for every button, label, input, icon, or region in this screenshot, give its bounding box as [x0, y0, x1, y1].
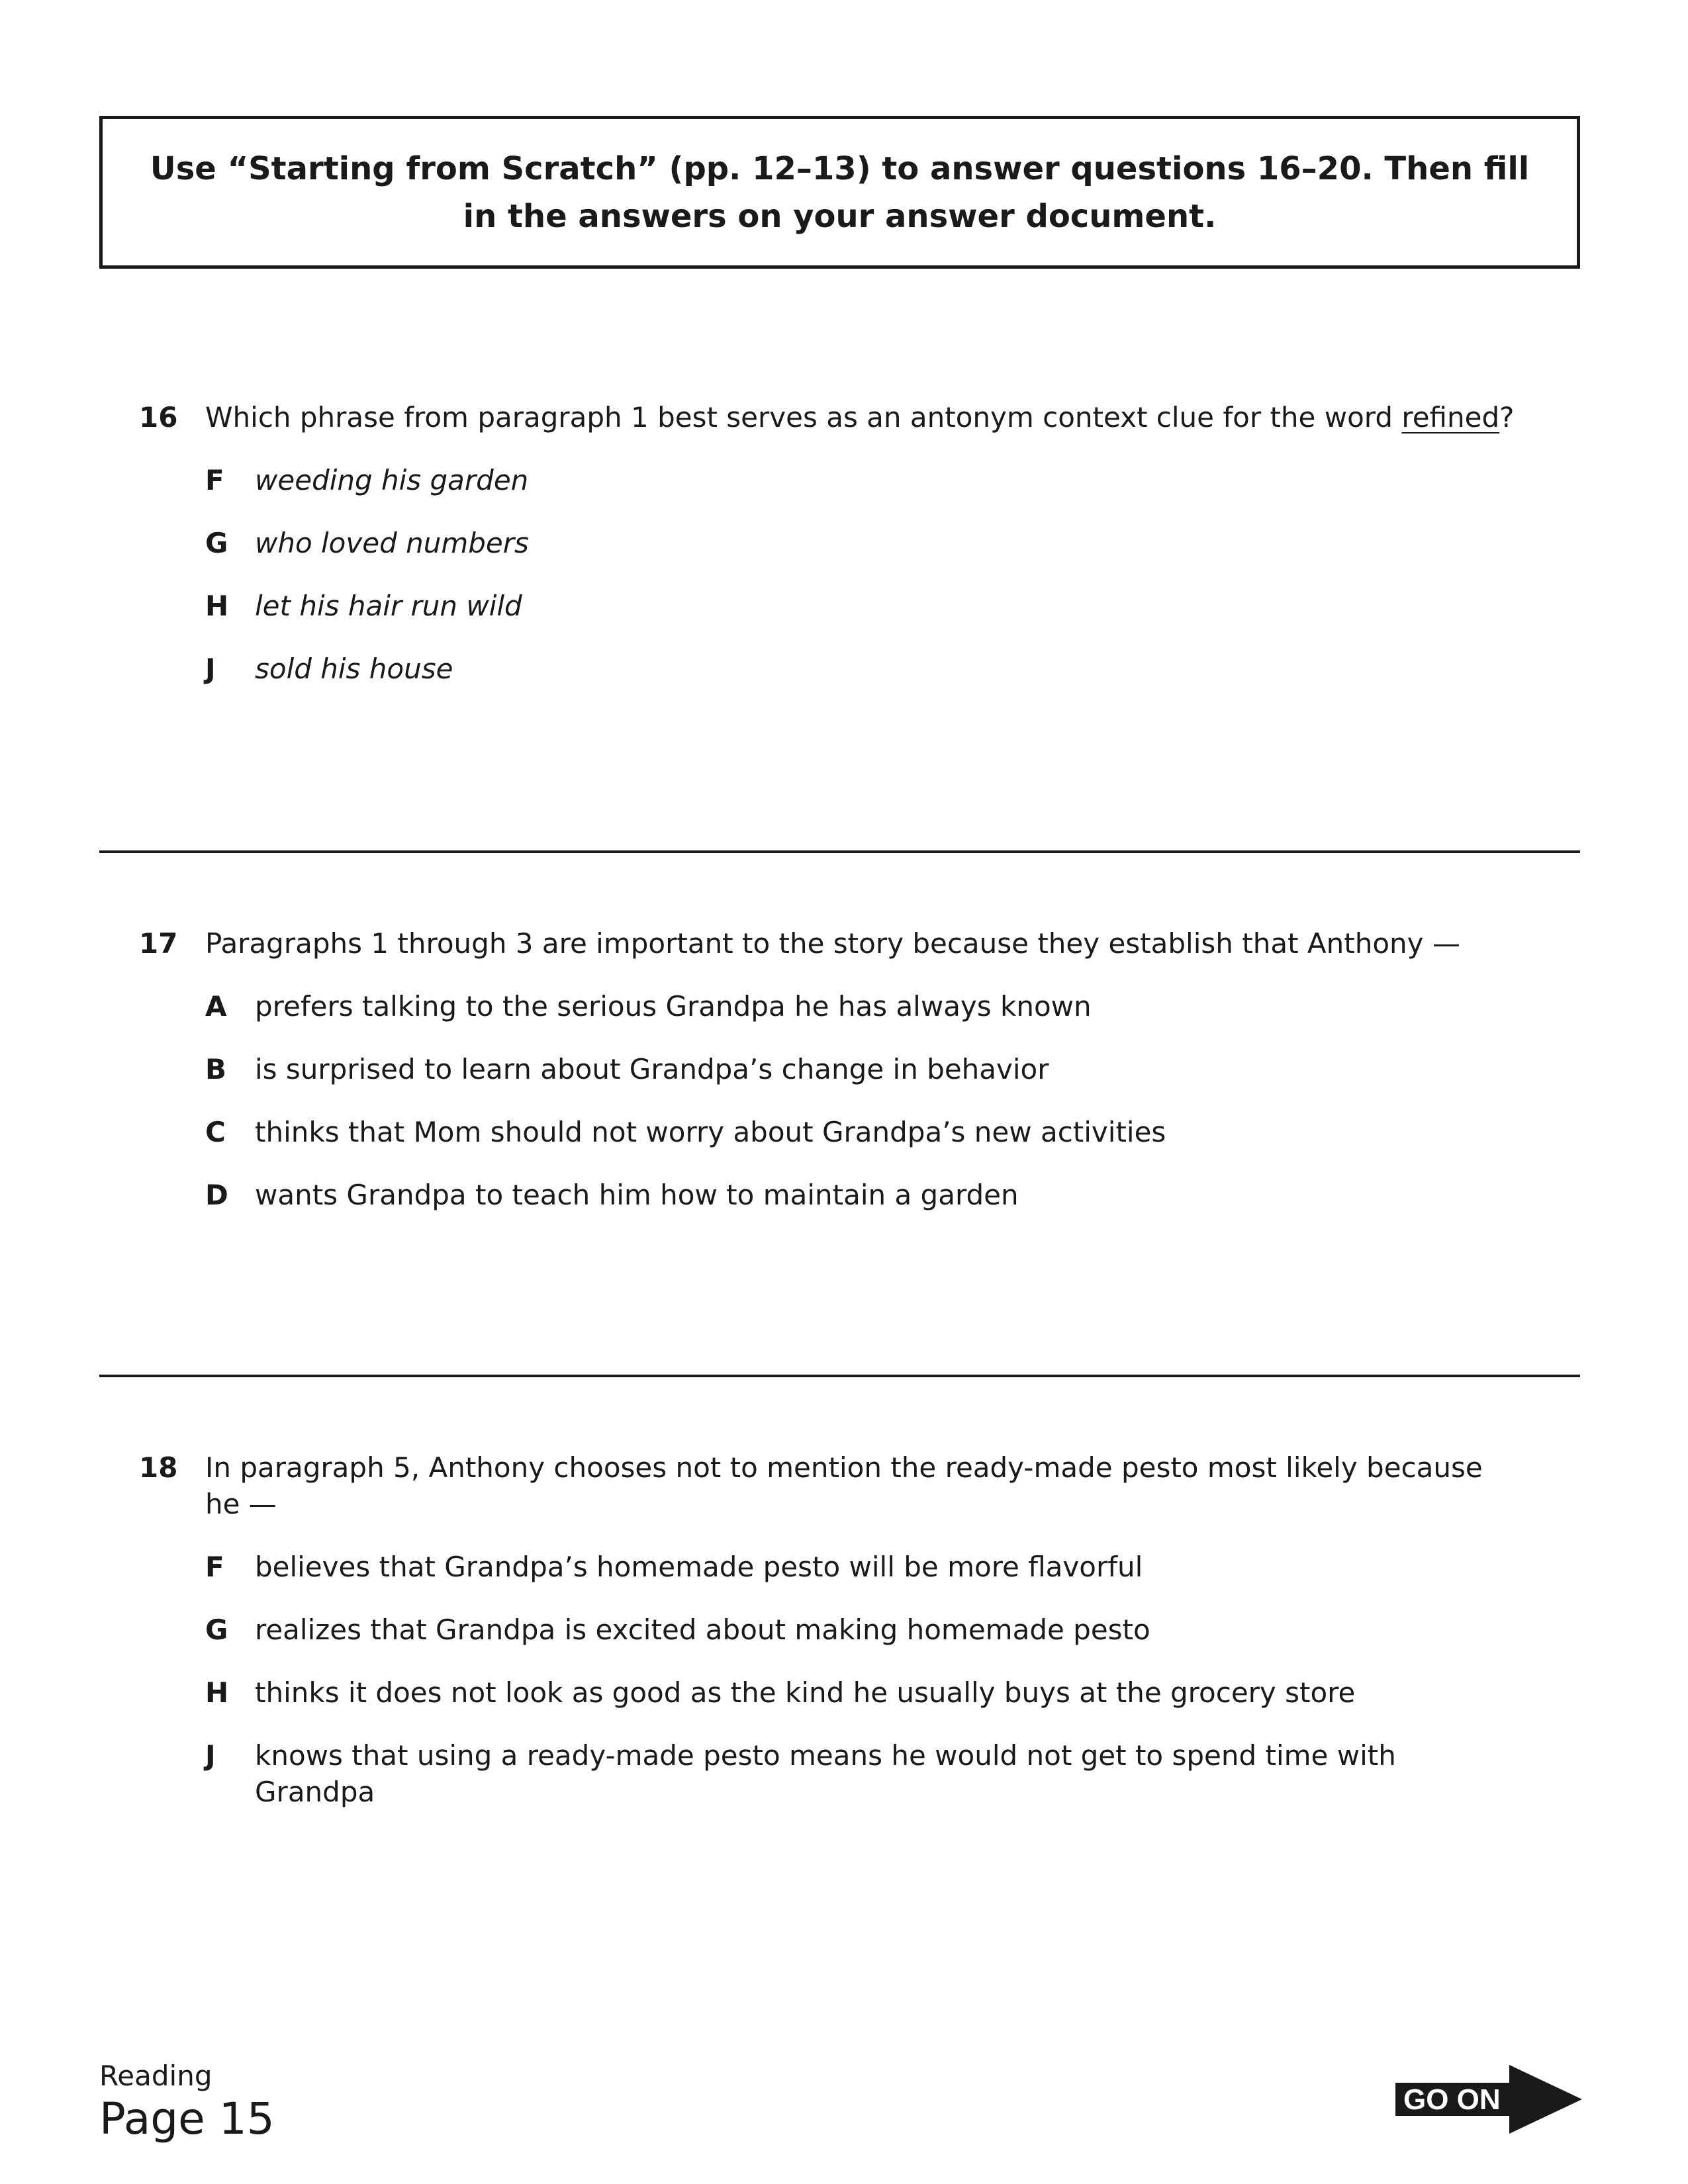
section-divider — [99, 850, 1580, 853]
option-letter: D — [205, 1179, 228, 1211]
option-text: weeding his garden — [255, 464, 529, 496]
go-on-arrowhead — [1509, 2065, 1582, 2134]
option-text: realizes that Grandpa is excited about making homemade pesto — [255, 1614, 1150, 1646]
footer-subject: Reading — [99, 2060, 212, 2092]
option-text: sold his house — [255, 653, 453, 685]
question-16 — [139, 399, 1542, 713]
option-letter: J — [205, 1739, 216, 1772]
question-text: In paragraph 5, Anthony chooses not to mention the ready-made pesto most likely because he — — [205, 1451, 1483, 1520]
option-letter: G — [205, 1614, 228, 1646]
question-text — [205, 399, 1542, 435]
option-letter: B — [205, 1053, 227, 1085]
option-text: believes that Grandpa’s homemade pesto will be more flavorful — [255, 1551, 1143, 1583]
option-text: prefers talking to the serious Grandpa he has always known — [255, 990, 1092, 1023]
option-text: wants Grandpa to teach him how to maintain a garden — [255, 1179, 1019, 1211]
answer-option-j[interactable] — [205, 651, 1542, 687]
option-text: thinks it does not look as good as the kind he usually buys at the grocery store — [255, 1676, 1356, 1709]
option-letter: A — [205, 990, 227, 1023]
section-divider — [99, 1375, 1580, 1377]
answer-option-g[interactable] — [205, 525, 1542, 561]
option-letter: G — [205, 527, 228, 559]
question-text-end: ? — [1499, 401, 1515, 433]
question-17 — [139, 925, 1542, 1240]
underlined-word: refined — [1401, 401, 1500, 433]
answer-options — [205, 988, 1542, 1213]
instructions-text: Use “Starting from Scratch” (pp. 12–13) to answer questions 16–20. Then fill in the answers on your answer document. — [150, 150, 1530, 235]
option-text: thinks that Mom should not worry about Grandpa’s new activities — [255, 1116, 1166, 1148]
instructions-box — [99, 116, 1580, 269]
option-letter: C — [205, 1116, 226, 1148]
option-text: who loved numbers — [255, 527, 529, 559]
question-text: Paragraphs 1 through 3 are important to the story because they establish that Anthony — — [205, 927, 1460, 960]
answer-option-c[interactable] — [205, 1114, 1542, 1150]
answer-option-f[interactable] — [205, 462, 1542, 498]
question-18 — [139, 1449, 1542, 1837]
answer-options — [205, 1549, 1542, 1810]
question-number: 16 — [139, 401, 178, 433]
answer-option-g[interactable] — [205, 1612, 1542, 1648]
option-letter: F — [205, 464, 224, 496]
question-text-part: Which phrase from paragraph 1 best serves as an antonym context clue for the word — [205, 401, 1402, 433]
go-on-label: GO ON — [1403, 2083, 1501, 2116]
page-number: Page 15 — [99, 2093, 275, 2144]
option-letter: J — [205, 653, 216, 685]
option-letter: H — [205, 590, 229, 622]
answer-option-a[interactable] — [205, 988, 1542, 1024]
go-on-arrow-icon — [1395, 2065, 1582, 2134]
answer-options — [205, 462, 1542, 687]
answer-option-f[interactable] — [205, 1549, 1542, 1585]
option-letter: H — [205, 1676, 229, 1709]
answer-option-h[interactable] — [205, 588, 1542, 624]
question-number: 17 — [139, 927, 178, 960]
option-letter: F — [205, 1551, 224, 1583]
option-text: knows that using a ready-made pesto means he would not get to spend time with Grandpa — [255, 1739, 1396, 1808]
question-number: 18 — [139, 1451, 178, 1484]
answer-option-j[interactable] — [205, 1737, 1542, 1810]
answer-option-b[interactable] — [205, 1051, 1542, 1087]
answer-option-h[interactable] — [205, 1674, 1542, 1711]
answer-option-d[interactable] — [205, 1177, 1542, 1213]
option-text: is surprised to learn about Grandpa’s change in behavior — [255, 1053, 1049, 1085]
option-text: let his hair run wild — [255, 590, 522, 622]
